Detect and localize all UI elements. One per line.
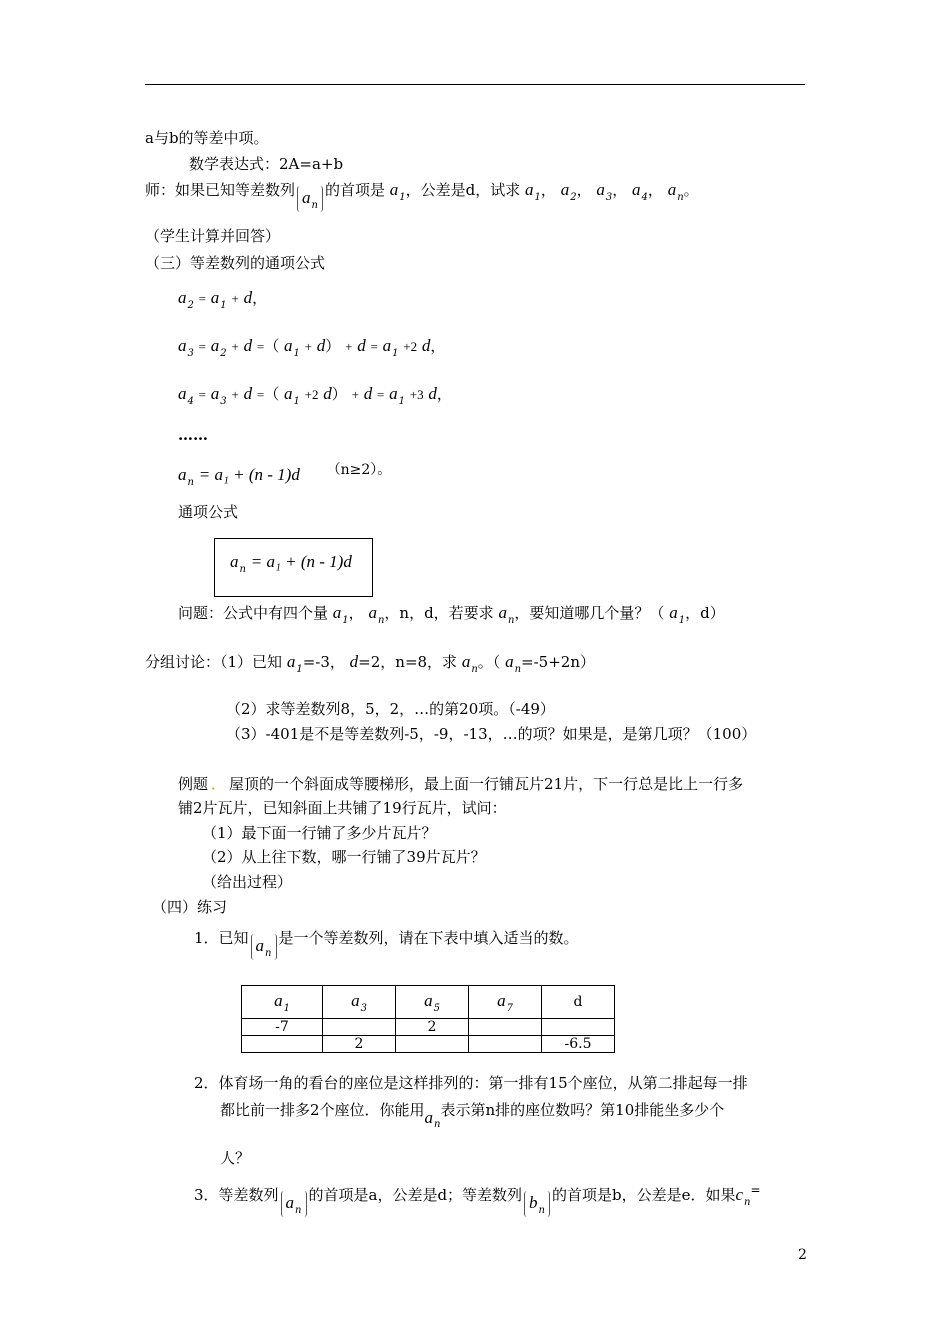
sequence-braces: $a_n$: [281, 1191, 307, 1217]
boxed-formula: $a_n = a_1 + (n - 1)d$: [230, 552, 352, 575]
sequence-braces: $a_n$: [297, 186, 323, 212]
equation-a3: $a_3 = a_2 + d$ =（ $a_1 + d) + d = a_1 +2$ d，: [178, 336, 446, 359]
general-formula: $a_n = a_1 + (n - 1)d$ （n≥2）。: [178, 462, 392, 488]
text-line: 3．等差数列 $a_n$的首项是a，公差是d；等差数列 $b_n$的首项是b，公差是e．如果$c_n^=$: [194, 1183, 761, 1216]
section-heading: （三）等差数列的通项公式: [145, 254, 326, 272]
ellipsis: ……: [178, 426, 208, 444]
table-header: $a_7$: [469, 986, 542, 1019]
header-rule: [145, 84, 805, 85]
table-row: 2 -6.5: [242, 1036, 615, 1053]
text-line: 1．已知 $a_n$是一个等差数列，请在下表中填入适当的数。: [194, 929, 579, 959]
text-line: 铺2片瓦片，已知斜面上共铺了19行瓦片，试问：: [178, 799, 507, 817]
text-line: （1）最下面一行铺了多少片瓦片？: [202, 824, 437, 842]
table-header: $a_5$: [396, 986, 469, 1019]
table-row: -7 2: [242, 1019, 615, 1036]
equation-a4: $a_4 = a_3 + d$ =（ $a_1 +2$ $d) + d = a_1 +3$ d，: [178, 384, 452, 407]
text-line: 2．体育场一角的看台的座位是这样排列的：第一排有15个座位，从第二排起每一排: [194, 1074, 748, 1092]
text-line: （3）-401是不是等差数列-5，-9，-13，…的项？如果是，是第几项？（100）: [226, 725, 757, 743]
text-line: 通项公式: [178, 503, 239, 521]
section-heading: （四）练习: [152, 898, 228, 916]
equation-a2: $a_2 = a_1 + d$，: [178, 288, 268, 311]
text-line: 分组讨论：（1）已知 $a_1=-3$， d=2，n=8，求 $a_n$。（ $a_n=-5+2n$）: [145, 652, 595, 675]
table-header: $a_1$: [242, 986, 323, 1019]
text-line: （2）求等差数列8，5，2，…的第20项。（-49）: [226, 700, 555, 718]
text-line: （2）从上往下数，哪一行铺了39片瓦片？: [202, 848, 486, 866]
sequence-braces: $b_n$: [524, 1191, 550, 1217]
text-line: 问题：公式中有四个量 $a_1$， $a_n$，n，d，若要求 $a_n$，要知道哪几个量？（ $a_1$，d）: [178, 603, 725, 626]
text-line: 都比前一排多2个座位．你能用$a_n$表示第n排的座位数吗？第10排能坐多少个: [220, 1101, 725, 1130]
text-line: a与b的等差中项。: [145, 129, 269, 147]
text-line: 师：如果已知等差数列 $a_n$的首项是 $a_1$，公差是d，试求 $a_1$， $a_2$， $a_3$， $a_4$， $a_n$。: [145, 180, 699, 211]
text-line: （给出过程）: [202, 873, 293, 891]
practice-table: [241, 985, 615, 1053]
page-number: 2: [798, 1247, 807, 1263]
text-line: （学生计算并回答）: [145, 227, 281, 245]
sequence-braces: $a_n$: [251, 934, 277, 960]
text-line: 例题 ． 屋顶的一个斜面成等腰梯形，最上面一行铺瓦片21片，下一行总是比上一行多: [178, 775, 744, 793]
text-line: 人？: [220, 1149, 251, 1167]
table-header: d: [542, 986, 615, 1019]
table-header: $a_3$: [323, 986, 396, 1019]
text-line: 数学表达式：2A=a+b: [189, 155, 344, 173]
